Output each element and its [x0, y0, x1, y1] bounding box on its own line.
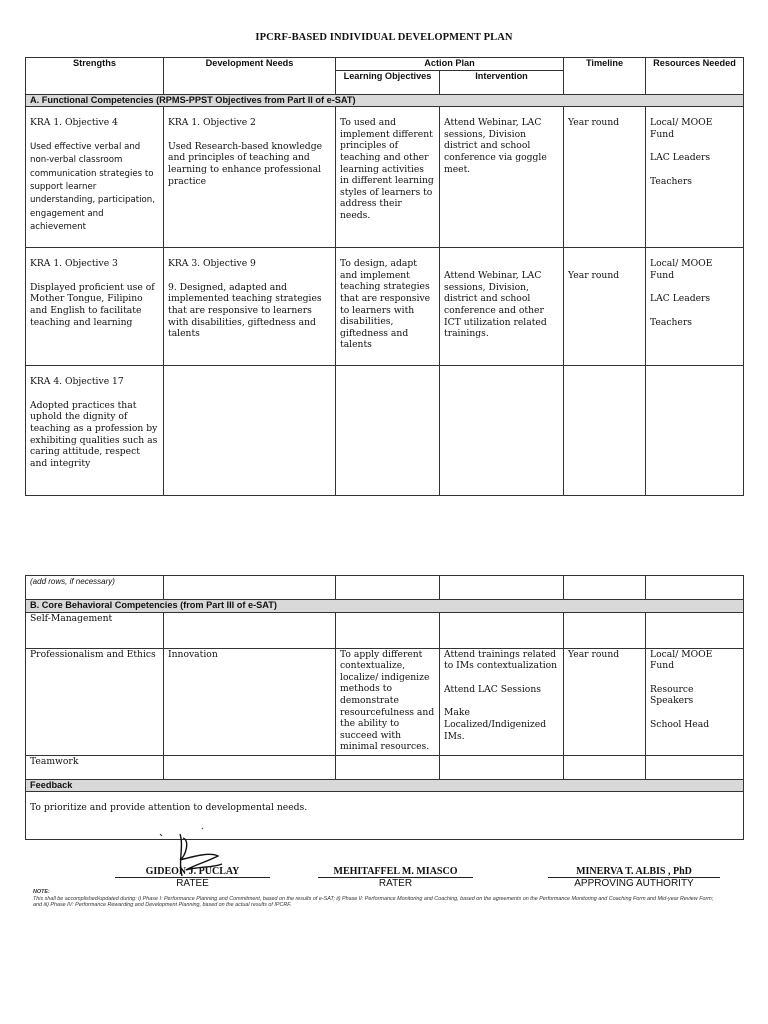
need-text: Used Research-based knowledge and principles of teaching and learning to enhance professional practice — [168, 140, 323, 187]
objective-cell — [336, 366, 440, 496]
header-learning-objectives: Learning Objectives — [336, 70, 440, 94]
section-a-label: A. Functional Competencies (RPMS-PPST Objectives from Part II of e-SAT) — [26, 94, 744, 107]
resource-item: Local/ MOOE Fund — [650, 117, 713, 140]
signatory-approving-authority — [548, 866, 720, 889]
strength-cell — [26, 366, 164, 496]
resources-cell — [646, 648, 744, 755]
resource-item: Local/ MOOE Fund — [650, 648, 713, 672]
strength-title: KRA 4. Objective 17 — [30, 376, 124, 388]
timeline-text: Year round — [568, 270, 620, 282]
timeline-cell: Year round — [564, 648, 646, 755]
objective-cell: To apply different contextualize, localize/ indigenize methods to demonstrate resourcefulness and the ability to succeed with minimal resources. — [336, 648, 440, 755]
need-text: 9. Designed, adapted and implemented teaching strategies that are responsive to learners with disabilities, giftedness and talents — [168, 281, 322, 340]
feedback-text: To prioritize and provide attention to developmental needs. — [26, 792, 744, 840]
resource-item: LAC Leaders — [650, 152, 711, 164]
timeline-cell — [564, 248, 646, 366]
resources-cell — [646, 248, 744, 366]
need-cell: Innovation — [164, 648, 336, 755]
table-row — [26, 612, 744, 648]
header-resources: Resources Needed — [646, 58, 744, 95]
idp-table-functional — [25, 57, 744, 496]
table-row — [26, 648, 744, 755]
feedback-label: Feedback — [26, 779, 744, 792]
section-b-label: B. Core Behavioral Competencies (from Part III of e-SAT) — [26, 600, 744, 613]
header-development-needs: Development Needs — [164, 58, 336, 95]
need-cell — [164, 248, 336, 366]
signatory-rater — [318, 866, 473, 889]
table-row — [26, 576, 744, 600]
strength-title: KRA 1. Objective 3 — [30, 258, 118, 270]
strength-cell: Professionalism and Ethics — [26, 648, 164, 755]
header-action-plan: Action Plan — [336, 58, 564, 71]
header-intervention: Intervention — [440, 70, 564, 94]
signatory-role: RATEE — [176, 878, 209, 889]
note-label: NOTE: — [33, 889, 50, 895]
idp-table-behavioral — [25, 575, 744, 840]
signatory-name: GIDEON J. PUCLAY — [145, 866, 240, 877]
add-rows-note: (add rows, if necessary) — [30, 577, 115, 586]
need-title: KRA 1. Objective 2 — [168, 117, 256, 129]
header-timeline: Timeline — [564, 58, 646, 95]
strength-cell — [26, 107, 164, 248]
resources-cell — [646, 366, 744, 496]
signatory-ratee — [115, 866, 270, 889]
signatory-role: RATER — [378, 878, 413, 889]
strength-cell: Teamwork — [26, 755, 164, 779]
resource-item: Teachers — [650, 175, 692, 187]
header-strengths: Strengths — [26, 58, 164, 95]
strength-text: Used effective verbal and non-verbal classroom communication strategies to support learner understanding, participation, engagement and achievement — [30, 141, 155, 233]
resource-item: Resource Speakers — [650, 683, 694, 707]
page-title: IPCRF-BASED INDIVIDUAL DEVELOPMENT PLAN — [255, 32, 513, 43]
intervention-cell — [440, 366, 564, 496]
add-rows-cell — [26, 576, 164, 600]
intervention-item: Attend LAC Sessions — [444, 683, 541, 695]
intervention-cell — [440, 248, 564, 366]
intervention-item: Attend trainings related to IMs contextualization — [444, 648, 558, 672]
footnote — [33, 889, 723, 909]
timeline-cell — [564, 366, 646, 496]
table-row — [26, 366, 744, 496]
signatory-name: MEHITAFFEL M. MIASCO — [333, 866, 458, 877]
resource-item: School Head — [650, 718, 710, 730]
resource-item: Teachers — [650, 316, 692, 328]
strength-title: KRA 1. Objective 4 — [30, 117, 118, 129]
table-row — [26, 755, 744, 779]
intervention-item: Make Localized/Indigenized IMs. — [444, 707, 547, 742]
strength-cell: Self-Management — [26, 612, 164, 648]
table-row — [26, 248, 744, 366]
intervention-cell: Attend Webinar, LAC sessions, Division district and school conference via goggle meet. — [440, 107, 564, 248]
intervention-cell — [440, 648, 564, 755]
strength-cell — [26, 248, 164, 366]
need-cell — [164, 366, 336, 496]
strength-text: Adopted practices that uphold the dignity of teaching as a profession by exhibiting qualities such as caring attitude, respect and integrity — [30, 399, 158, 469]
timeline-cell: Year round — [564, 107, 646, 248]
objective-cell: To used and implement different principles of teaching and other learning activities in different learning styles of learners to address their needs. — [336, 107, 440, 248]
resource-item: Local/ MOOE Fund — [650, 258, 713, 281]
note-text: This shall be accomplished/updated during: i) Phase I: Performance Planning and Commitment, based on the results of e-SAT; ii) Phase II: Performance Monitoring and Coaching, based on the agreements on the Performance Monitoring and Coaching Form and Mid-year Review Form; and iii) Phase IV: Performance Rewarding and Development Planning, based on the actual results of IPCRF. — [33, 895, 714, 909]
resource-item: LAC Leaders — [650, 293, 711, 305]
intervention-text: Attend Webinar, LAC sessions, Division, district and school conference and other ICT utilization related trainings. — [444, 270, 547, 340]
table-row — [26, 107, 744, 248]
objective-cell: To design, adapt and implement teaching strategies that are responsive to learners with disabilities, giftedness and talents — [336, 248, 440, 366]
signatory-name: MINERVA T. ALBIS , PhD — [576, 866, 692, 877]
signatory-role: APPROVING AUTHORITY — [574, 878, 694, 889]
need-cell — [164, 107, 336, 248]
need-title: KRA 3. Objective 9 — [168, 258, 256, 270]
strength-text: Displayed proficient use of Mother Tongue, Filipino and English to facilitate teaching and learning — [30, 281, 155, 328]
resources-cell — [646, 107, 744, 248]
